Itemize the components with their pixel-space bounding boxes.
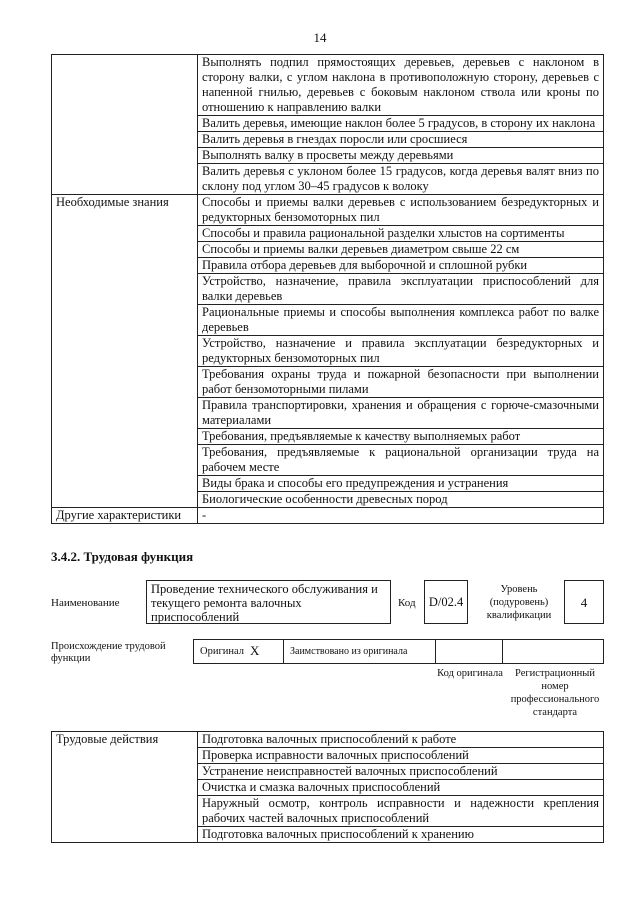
knowledge-item: Способы и приемы валки деревьев с использованием безредукторных и редукторных бензомоторных пил	[198, 195, 604, 226]
knowledge-item: Требования, предъявляемые к качеству выполняемых работ	[198, 429, 604, 445]
knowledge-item: Виды брака и способы его предупреждения и устранения	[198, 476, 604, 492]
knowledge-item: Требования охраны труда и пожарной безопасности при выполнении работ бензомоторными пилами	[198, 367, 604, 398]
knowledge-item: Рациональные приемы и способы выполнения комплекса работ по валке деревьев	[198, 305, 604, 336]
skill-item: Валить деревья в гнездах поросли или сросшиеся	[198, 132, 604, 148]
table-row	[52, 195, 604, 226]
other-characteristics-value: -	[198, 508, 604, 524]
borrowed-label: Заимствовано из оригинала	[290, 646, 408, 657]
action-item: Проверка исправности валочных приспособлений	[198, 748, 604, 764]
action-item: Наружный осмотр, контроль исправности и надежности крепления рабочих частей валочных приспособлений	[198, 796, 604, 827]
level-label: Уровень (подуровень) квалификации	[486, 584, 552, 621]
registration-number-caption: Регистрационный номер профессионального стандарта	[510, 668, 600, 718]
knowledge-item: Правила транспортировки, хранения и обращения с горюче-смазочными материалами	[198, 398, 604, 429]
skill-item: Выполнять валку в просветы между деревьями	[198, 148, 604, 164]
knowledge-item: Способы и приемы валки деревьев диаметром свыше 22 см	[198, 242, 604, 258]
action-item: Подготовка валочных приспособлений к хранению	[198, 827, 604, 843]
labor-actions-label: Трудовые действия	[52, 732, 198, 843]
knowledge-item: Правила отбора деревьев для выборочной и сплошной рубки	[198, 258, 604, 274]
knowledge-label: Необходимые знания	[52, 195, 198, 508]
other-characteristics-label: Другие характеристики	[52, 508, 198, 524]
code-label: Код	[398, 597, 416, 609]
function-code: D/02.4	[424, 580, 468, 624]
qualification-level: 4	[564, 580, 604, 624]
table-row	[52, 732, 604, 748]
action-item: Устранение неисправностей валочных приспособлений	[198, 764, 604, 780]
requirements-table	[51, 54, 604, 524]
original-mark: X	[250, 643, 260, 658]
skill-item: Валить деревья с уклоном более 15 градусов, когда деревья валят вниз по склону под углом 30–45 градусов к волоку	[198, 164, 604, 195]
original-code-caption: Код оригинала	[437, 668, 503, 679]
knowledge-item: Устройство, назначение и правила эксплуатации безредукторных и редукторных бензомоторных пил	[198, 336, 604, 367]
knowledge-item: Способы и правила рациональной разделки хлыстов на сортименты	[198, 226, 604, 242]
original-label: Оригинал	[200, 646, 244, 657]
empty-label-cell	[52, 55, 198, 195]
origin-box	[193, 639, 604, 664]
action-item: Очистка и смазка валочных приспособлений	[198, 780, 604, 796]
skill-item: Валить деревья, имеющие наклон более 5 градусов, в сторону их наклона	[198, 116, 604, 132]
page-number: 14	[313, 30, 327, 45]
section-title: 3.4.2. Трудовая функция	[51, 549, 194, 564]
knowledge-item: Требования, предъявляемые к рациональной организации труда на рабочем месте	[198, 445, 604, 476]
labor-actions-table	[51, 731, 604, 843]
knowledge-item: Биологические особенности древесных пород	[198, 492, 604, 508]
skill-item: Выполнять подпил прямостоящих деревьев, деревьев с наклоном в сторону валки, с углом наклона в противоположную сторону, деревьев с напенной гнилью, деревьев с боковым наклоном ствола или кроны по отношению к направлению валки	[198, 55, 604, 116]
function-name: Проведение технического обслуживания и текущего ремонта валочных приспособлений	[146, 580, 391, 624]
name-label: Наименование	[51, 597, 120, 609]
knowledge-item: Устройство, назначение, правила эксплуатации приспособлений для валки деревьев	[198, 274, 604, 305]
action-item: Подготовка валочных приспособлений к работе	[198, 732, 604, 748]
table-row	[52, 55, 604, 116]
origin-label: Происхождение трудовой функции	[51, 641, 166, 664]
table-row	[52, 508, 604, 524]
